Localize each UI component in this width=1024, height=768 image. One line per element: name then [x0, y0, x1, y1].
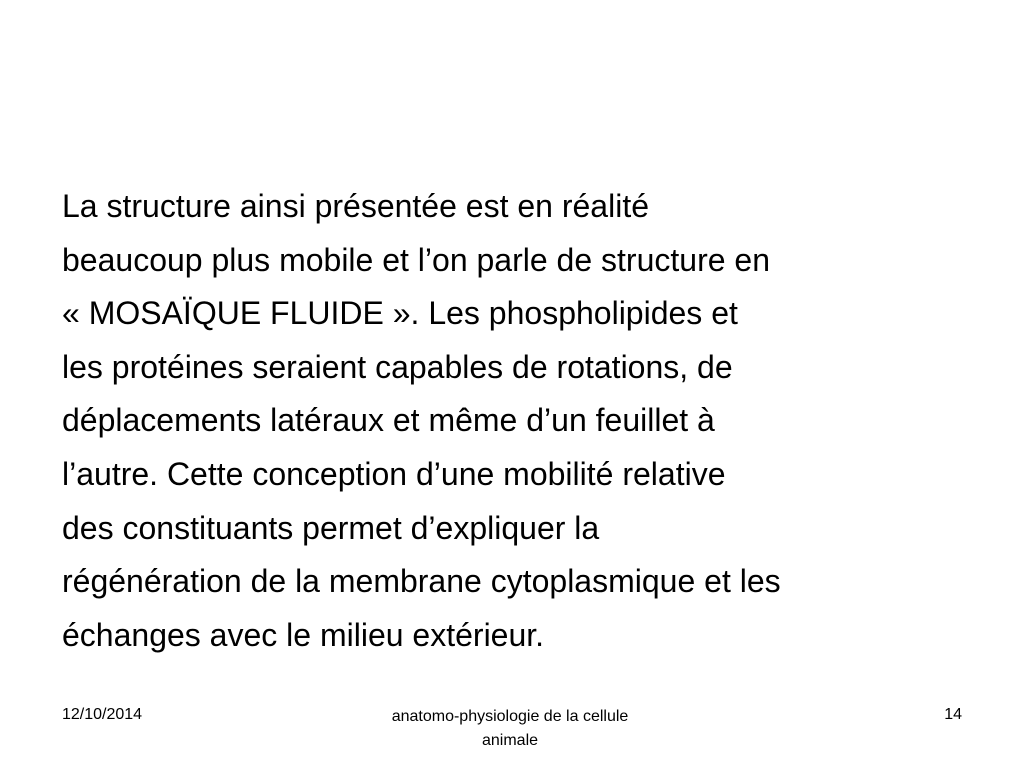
- body-line-1: La structure ainsi présentée est en réalité: [62, 188, 649, 224]
- footer-page-number: 14: [944, 706, 962, 723]
- body-line-3: « MOSAÏQUE FLUIDE ». Les phospholipides et: [62, 295, 738, 332]
- body-line-5: déplacements latéraux et même d’un feuillet à: [62, 402, 715, 439]
- body-line-8: régénération de la membrane cytoplasmique et les: [62, 563, 781, 600]
- footer-title-line-1: anatomo-physiologie de la cellule: [391, 708, 629, 725]
- body-line-6: l’autre. Cette conception d’une mobilité relative: [62, 455, 726, 492]
- body-line-9: échanges avec le milieu extérieur.: [62, 616, 545, 653]
- body-line-4: les protéines seraient capables de rotations, de: [62, 348, 733, 385]
- footer-date: 12/10/2014: [62, 706, 143, 723]
- body-line-7: des constituants permet d’expliquer la: [62, 509, 600, 546]
- footer-title: [340, 705, 680, 753]
- slide-body-text: [62, 180, 982, 662]
- body-line-2: beaucoup plus mobile et l’on parle de structure en: [62, 241, 770, 278]
- footer-title-line-2: animale: [481, 732, 539, 749]
